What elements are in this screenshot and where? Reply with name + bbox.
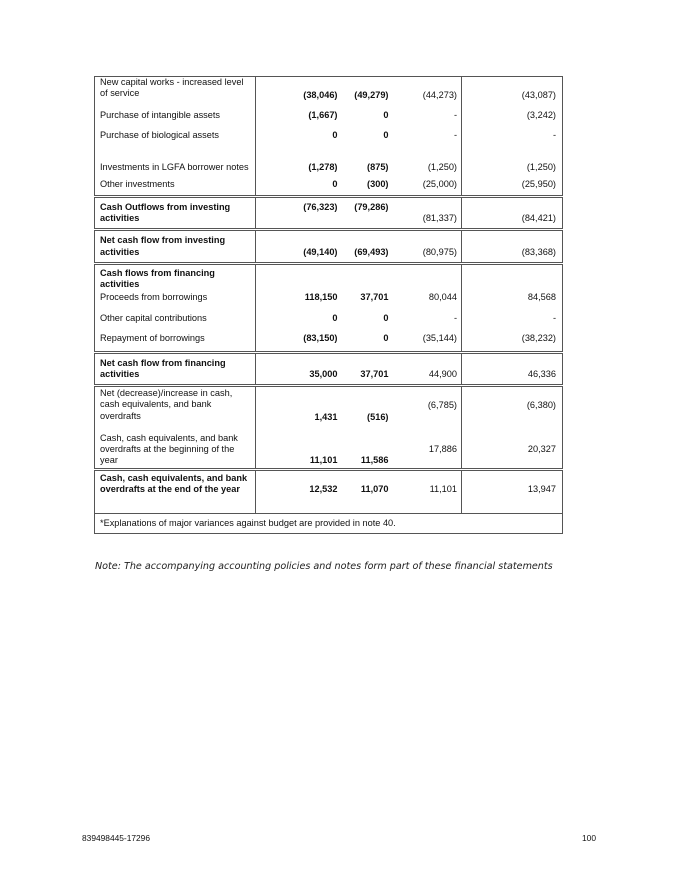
row-label: Net cash flow from financing activities — [95, 352, 256, 385]
cell-value: (35,144) — [422, 333, 457, 344]
cell-value: (49,279) — [342, 77, 393, 102]
cell-value: - — [453, 130, 457, 141]
table-row — [95, 174, 563, 197]
cell-value: (79,286) — [342, 197, 393, 230]
cell-value: (76,323) — [293, 197, 342, 230]
cell-value: (6,380) — [462, 386, 563, 427]
cell-value: 13,947 — [462, 470, 563, 514]
cell-value: 80,044 — [428, 292, 457, 303]
cell-value: (1,250) — [462, 142, 563, 174]
cell-value: 0 — [332, 178, 338, 189]
cell-value: (84,421) — [462, 197, 563, 230]
table-row — [95, 292, 563, 311]
row-label: New capital works - increased level of service — [95, 77, 256, 102]
cell-value: (83,368) — [462, 230, 563, 263]
cell-value: (3,242) — [462, 102, 563, 122]
row-label: Cash, cash equivalents, and bank overdrafts at the beginning of the year — [95, 427, 256, 470]
cell-value: 0 — [332, 130, 338, 141]
cell-value: 20,327 — [462, 427, 563, 470]
cell-value: 118,150 — [304, 292, 338, 303]
table-row — [95, 122, 563, 142]
row-label: Cash Outflows from investing activities — [95, 197, 256, 230]
table-row — [95, 142, 563, 174]
cell-value: 0 — [332, 313, 338, 324]
cell-value: (38,232) — [462, 331, 563, 352]
cell-value: - — [453, 313, 457, 324]
row-label: Proceeds from borrowings — [95, 292, 256, 311]
row-label: Other investments — [95, 174, 256, 197]
cell-value: (69,493) — [342, 230, 393, 263]
cell-value: - — [462, 122, 563, 142]
table-row — [95, 386, 563, 427]
table-row — [95, 77, 563, 102]
cell-value: (25,000) — [422, 178, 457, 189]
cell-value: (300) — [367, 178, 389, 189]
cell-value: 0 — [383, 333, 389, 344]
cell-value: 37,701 — [342, 352, 393, 385]
cell-value: 84,568 — [462, 292, 563, 311]
cell-value: 12,532 — [293, 470, 342, 514]
table-row — [95, 470, 563, 514]
cell-value: 0 — [383, 313, 389, 324]
cash-flow-table — [94, 76, 563, 534]
cell-value: (1,250) — [427, 162, 457, 173]
table-row — [95, 427, 563, 470]
cell-value: 11,101 — [309, 455, 338, 466]
row-label: Repayment of borrowings — [95, 331, 256, 352]
cell-value: 37,701 — [360, 292, 389, 303]
row-label: Investments in LGFA borrower notes — [95, 142, 256, 174]
row-label: Purchase of biological assets — [95, 122, 256, 142]
cell-value: 11,070 — [342, 470, 393, 514]
cell-value: 0 — [383, 130, 389, 141]
cell-value: (875) — [367, 162, 389, 173]
cell-value: (25,950) — [462, 174, 563, 197]
document-id: 839498445-17296 — [82, 833, 150, 843]
row-label: Net cash flow from investing activities — [95, 230, 256, 263]
cell-value: 0 — [383, 110, 389, 121]
table-footnote: *Explanations of major variances against budget are provided in note 40. — [95, 514, 563, 534]
row-label: Other capital contributions — [95, 311, 256, 331]
cell-value: 11,586 — [360, 455, 389, 466]
cell-value: (6,785) — [393, 386, 462, 427]
statement-note: Note: The accompanying accounting policies and notes form part of these financial statements — [95, 561, 553, 572]
cell-value: 17,886 — [428, 443, 457, 454]
cell-value: (1,667) — [308, 110, 338, 121]
table-footnote-row — [95, 514, 563, 534]
cell-value: (44,273) — [393, 77, 462, 102]
table-row — [95, 197, 563, 230]
table-row — [95, 102, 563, 122]
cell-value: (38,046) — [293, 77, 342, 102]
cell-value: (43,087) — [462, 77, 563, 102]
cell-value: - — [453, 110, 457, 121]
row-label: Cash, cash equivalents, and bank overdrafts at the end of the year — [95, 470, 256, 514]
cell-value: 11,101 — [393, 470, 462, 514]
table-row — [95, 263, 563, 292]
table-row — [95, 352, 563, 385]
cell-value: (83,150) — [303, 333, 338, 344]
page-number: 100 — [582, 833, 596, 843]
row-label: Purchase of intangible assets — [95, 102, 256, 122]
cell-value: 46,336 — [462, 352, 563, 385]
cell-value: (49,140) — [293, 230, 342, 263]
table-row — [95, 311, 563, 331]
cell-value: (80,975) — [393, 230, 462, 263]
table-row — [95, 230, 563, 263]
cell-value: 44,900 — [393, 352, 462, 385]
table-row — [95, 331, 563, 352]
cell-value: (516) — [342, 386, 393, 427]
cell-value: 1,431 — [293, 386, 342, 427]
cell-value: 35,000 — [293, 352, 342, 385]
cell-value: (1,278) — [308, 162, 338, 173]
row-label: Net (decrease)/increase in cash, cash equivalents, and bank overdrafts — [95, 386, 256, 427]
section-heading: Cash flows from financing activities — [95, 263, 256, 292]
cell-value: - — [462, 311, 563, 331]
cell-value: (81,337) — [393, 197, 462, 230]
